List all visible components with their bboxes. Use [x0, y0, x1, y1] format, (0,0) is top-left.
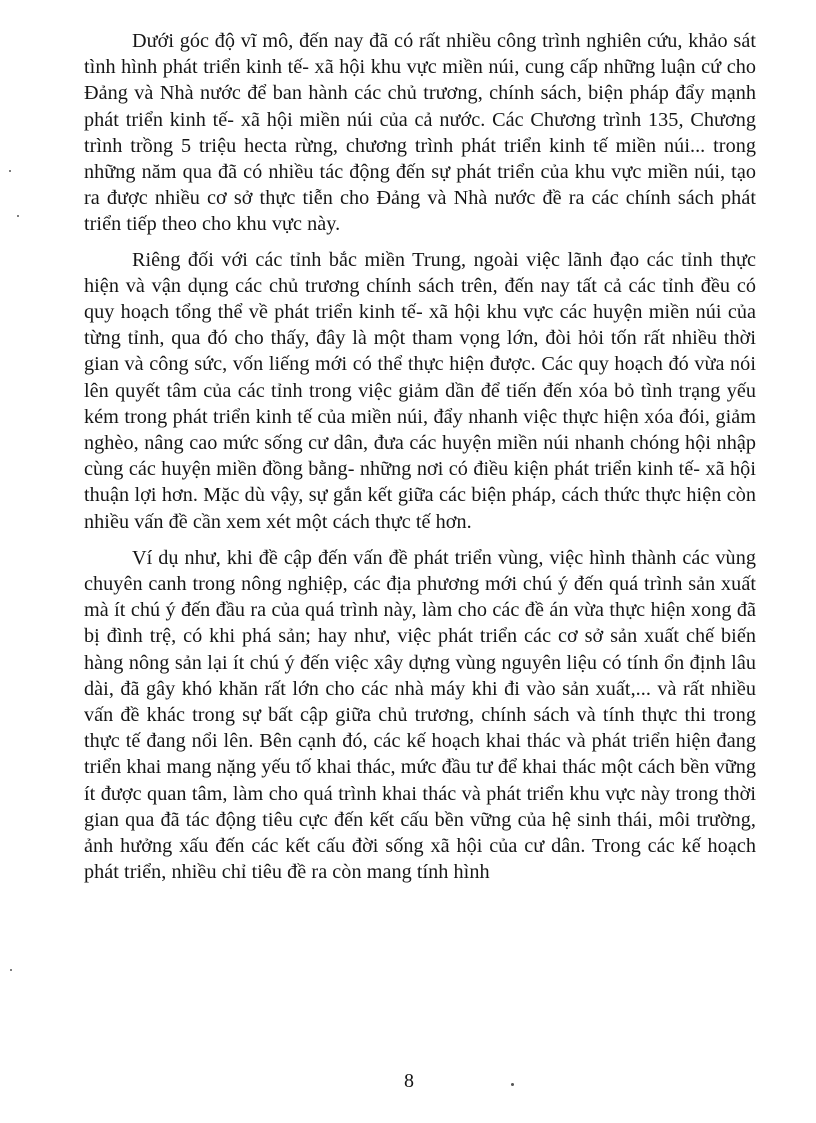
page-number: 8: [404, 1070, 414, 1092]
page-body: [84, 28, 756, 895]
scan-speck: [17, 215, 19, 217]
paragraph-1: Dưới góc độ vĩ mô, đến nay đã có rất nhiều công trình nghiên cứu, khảo sát tình hình phát triển kinh tế- xã hội khu vực miền núi, cung cấp những luận cứ cho Đảng và Nhà nước để ban hành các chủ trương, chính sách, biện pháp đẩy mạnh phát triển kinh tế- xã hội miền núi của cả nước. Các Chương trình 135, Chương trình trồng 5 triệu hecta rừng, chương trình phát triển kinh tế miền núi... trong những năm qua đã có nhiều tác động đến sự phát triển của khu vực miền núi, tạo ra được nhiều cơ sở thực tiễn cho Đảng và Nhà nước đề ra các chính sách phát triển tiếp theo cho khu vực này.: [84, 30, 756, 236]
scan-speck: [511, 1083, 514, 1086]
paragraph-3: Ví dụ như, khi đề cập đến vấn đề phát triển vùng, việc hình thành các vùng chuyên canh trong nông nghiệp, các địa phương mới chú ý đến quá trình sản xuất mà ít chú ý đến đầu ra của quá trình này, làm cho các đề án vừa thực hiện xong đã bị đình trệ, có khi phá sản; hay như, việc phát triển các cơ sở sản xuất chế biến hàng nông sản lại ít chú ý đến việc xây dựng vùng nguyên liệu có tính ổn định lâu dài, đã gây khó khăn rất lớn cho các nhà máy khi đi vào sản xuất,... và rất nhiều vấn đề khác trong sự bất cập giữa chủ trương, chính sách và tính thực thi trong thực tế đang nổi lên. Bên cạnh đó, các kế hoạch khai thác và phát triển hiện đang triển khai mang nặng yếu tố khai thác, mức đầu tư để khai thác một cách bền vững ít được quan tâm, làm cho quá trình khai thác và phát triển khu vực này trong thời gian qua đã tác động tiêu cực đến kết cấu bền vững của hệ sinh thái, môi trường, ảnh hưởng xấu đến các kết cấu đời sống xã hội của cư dân. Trong các kế hoạch phát triển, nhiều chỉ tiêu đề ra còn mang tính hình: [84, 546, 756, 884]
scan-speck: [10, 969, 12, 971]
scan-speck: [9, 170, 11, 172]
paragraph-2: Riêng đối với các tỉnh bắc miền Trung, ngoài việc lãnh đạo các tỉnh thực hiện và vận dụng các chủ trương chính sách trên, đến nay tất cả các tỉnh đều có quy hoạch tổng thể về phát triển kinh tế- xã hội khu vực các huyện miền núi của từng tỉnh, qua đó cho thấy, đây là một tham vọng lớn, đòi hỏi tốn rất nhiều thời gian và công sức, vốn liếng mới có thể thực hiện được. Các quy hoạch đó vừa nói lên quyết tâm của các tỉnh trong việc giảm dần để tiến đến xóa bỏ tình trạng yếu kém trong phát triển kinh tế của miền núi, đẩy nhanh việc thực hiện xóa đói, giảm nghèo, nâng cao mức sống cư dân, đưa các huyện miền núi nhanh chóng hội nhập cùng các huyện miền đồng bằng- những nơi có điều kiện phát triển kinh tế- xã hội thuận lợi hơn. Mặc dù vậy, sự gắn kết giữa các biện pháp, cách thức thực hiện còn nhiều vấn đề cần xem xét một cách thực tế hơn.: [84, 248, 756, 533]
